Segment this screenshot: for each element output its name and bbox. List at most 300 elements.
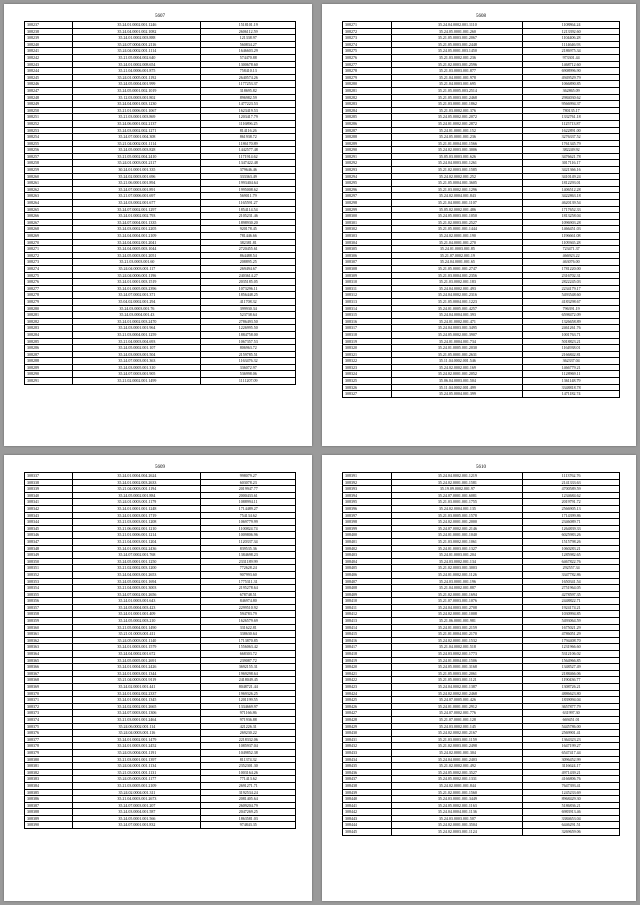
amount-cell: 1177253.37 <box>201 81 296 88</box>
table-row <box>343 153 620 160</box>
record-id-cell: 308432 <box>343 743 392 750</box>
record-id-cell: 308286 <box>343 120 392 127</box>
amount-cell: 4166806.76 <box>523 776 620 783</box>
record-id-cell: 308290 <box>343 147 392 154</box>
table-row <box>343 246 620 253</box>
account-code-cell: 35.24.03.0003.001.76 <box>73 305 201 312</box>
record-id-cell: 308435 <box>343 763 392 770</box>
table-row <box>25 657 296 664</box>
amount-cell: 723471.37 <box>523 246 620 253</box>
account-code-cell: 35.24.05.0003.001.1140 <box>73 637 201 644</box>
record-id-cell: 308365 <box>25 657 73 664</box>
account-code-cell: 35.24.04.0006.001.1196 <box>73 272 201 279</box>
table-row <box>25 173 296 180</box>
amount-cell: 2188466.06 <box>523 670 620 677</box>
account-code-cell: 35.24.05.0002.001.1331 <box>392 776 523 783</box>
account-code-cell: 35.24.01.0003.001.1719 <box>73 512 201 519</box>
account-code-cell: 35.21.04.0003.001.1204 <box>73 538 201 545</box>
account-code-cell: 35.21.07.0002.001.19 <box>392 252 523 259</box>
amount-cell: 1009806.96 <box>201 532 296 539</box>
account-code-cell: 35.24.07.0002.001.776 <box>392 710 523 717</box>
account-code-cell: 35.24.07.0002.001.1297 <box>73 206 201 213</box>
table-row <box>25 591 296 598</box>
record-id-cell: 308349 <box>25 552 73 559</box>
table-row <box>343 272 620 279</box>
account-code-cell: 35.24.01.0002.001.2872 <box>392 120 523 127</box>
amount-cell: 594783.79 <box>201 611 296 618</box>
account-code-cell: 35.21.03.0002.001.376 <box>392 107 523 114</box>
record-id-cell: 308261 <box>25 180 73 187</box>
table-row <box>25 756 296 763</box>
table-row <box>343 558 620 565</box>
amount-cell: 1384698.23 <box>201 552 296 559</box>
record-id-cell: 308416 <box>343 637 392 644</box>
table-row <box>343 364 620 371</box>
table-row <box>25 371 296 378</box>
record-id-cell: 308280 <box>25 305 73 312</box>
table-row <box>25 81 296 88</box>
table-row <box>343 265 620 272</box>
amount-cell: 2606112.59 <box>201 28 296 35</box>
table-row <box>343 716 620 723</box>
table-row <box>343 829 620 836</box>
amount-cell: 2141333.63 <box>523 479 620 486</box>
table-row <box>343 298 620 305</box>
record-id-cell: 308320 <box>343 345 392 352</box>
table-row <box>25 193 296 200</box>
amount-cell: 2234179.17 <box>523 285 620 292</box>
account-code-cell: 35.24.02.0001.001.190 <box>392 233 523 240</box>
amount-cell: 523738.64 <box>201 312 296 319</box>
account-code-cell: 35.24.03.0001.001.964 <box>73 325 201 332</box>
amount-cell: 1812293.01 <box>523 180 620 187</box>
record-id-cell: 308348 <box>25 545 73 552</box>
record-id-cell: 308396 <box>343 505 392 512</box>
record-id-cell: 308251 <box>25 114 73 121</box>
table-row <box>343 756 620 763</box>
table-row <box>25 512 296 519</box>
account-code-cell: 35.24.02.0004.001.843 <box>392 193 523 200</box>
account-code-cell: 35.21.02.0003.001.2527 <box>392 219 523 226</box>
account-code-cell: 35.21.01.0003.001.411 <box>73 631 201 638</box>
amount-cell: 1794408.70 <box>523 637 620 644</box>
amount-cell: 2316702.31 <box>523 272 620 279</box>
record-id-cell: 308289 <box>25 364 73 371</box>
record-id-cell: 308402 <box>343 545 392 552</box>
table-row <box>25 651 296 658</box>
table-row <box>25 259 296 266</box>
record-id-cell: 308374 <box>25 716 73 723</box>
amount-cell: 3692155.31 <box>201 664 296 671</box>
table-row <box>343 61 620 68</box>
table-row <box>25 571 296 578</box>
amount-cell: 631997.30 <box>523 710 620 717</box>
table-row <box>343 796 620 803</box>
table-row <box>25 505 296 512</box>
table-row <box>343 186 620 193</box>
account-code-cell: 35.21.03.0001.001.1131 <box>73 769 201 776</box>
table-row <box>25 35 296 42</box>
table-row <box>25 598 296 605</box>
table-row <box>25 815 296 822</box>
amount-cell: 1713870.85 <box>201 637 296 644</box>
amount-cell: 1163476.32 <box>201 358 296 365</box>
table-row <box>25 351 296 358</box>
amount-cell: 4971439.21 <box>523 769 620 776</box>
table-row <box>25 723 296 730</box>
account-code-cell: 35.24.04.0004.001.2109 <box>73 233 201 240</box>
record-id-cell: 308258 <box>25 160 73 167</box>
table-row <box>25 690 296 697</box>
account-code-cell: 35.21.04.0003.001.1194 <box>73 486 201 493</box>
table-row <box>25 763 296 770</box>
record-id-cell: 308284 <box>343 107 392 114</box>
record-id-cell: 308378 <box>25 743 73 750</box>
record-id-cell: 308265 <box>25 206 73 213</box>
table-row <box>343 565 620 572</box>
account-code-cell: 35.24.01.0003.001.85 <box>392 246 523 253</box>
record-id-cell: 308323 <box>343 364 392 371</box>
table-row <box>343 782 620 789</box>
table-row <box>25 331 296 338</box>
account-code-cell: 35.12.03.0003.001.802 <box>73 94 201 101</box>
record-id-cell: 308427 <box>343 710 392 717</box>
table-row <box>25 479 296 486</box>
account-code-cell: 35.24.07.0003.001.905 <box>73 371 201 378</box>
record-id-cell: 308281 <box>25 312 73 319</box>
record-id-cell: 308269 <box>25 233 73 240</box>
table-row <box>25 532 296 539</box>
amount-cell: 1622891.00 <box>523 127 620 134</box>
record-id-cell: 308358 <box>25 611 73 618</box>
table-row <box>343 690 620 697</box>
table-row <box>25 670 296 677</box>
account-code-cell: 35.24.02.0001.001.441 <box>73 684 201 691</box>
record-id-cell: 308242 <box>25 54 73 61</box>
amount-cell: 839535.36 <box>201 545 296 552</box>
account-code-cell: 35.24.01.0004.001.2426 <box>73 664 201 671</box>
table-row <box>25 789 296 796</box>
account-code-cell: 35.21.05.0004.001.1223 <box>392 298 523 305</box>
record-id-cell: 308286 <box>25 345 73 352</box>
amount-cell: 920178.45 <box>201 226 296 233</box>
account-code-cell: 35.24.01.0003.001.204 <box>392 552 523 559</box>
account-code-cell: 35.21.07.0006.001.697 <box>73 193 201 200</box>
amount-cell: 6025983.26 <box>523 532 620 539</box>
record-id-cell: 308249 <box>25 101 73 108</box>
record-id-cell: 308248 <box>25 94 73 101</box>
amount-cell: 1717652.33 <box>523 206 620 213</box>
record-id-cell: 308296 <box>343 186 392 193</box>
table-row <box>25 736 296 743</box>
amount-cell: 6983913.46 <box>523 809 620 816</box>
record-id-cell: 308401 <box>343 538 392 545</box>
amount-cell: 362337.04 <box>523 358 620 365</box>
table-row <box>25 22 296 29</box>
account-code-cell: 35.24.02.0001.001.2052 <box>392 371 523 378</box>
amount-cell: 1675021.29 <box>523 624 620 631</box>
record-id-cell: 308375 <box>25 723 73 730</box>
table-row <box>25 134 296 141</box>
record-id-cell: 308257 <box>25 153 73 160</box>
amount-cell: 1646603.29 <box>201 48 296 55</box>
table-row <box>343 213 620 220</box>
table-row <box>25 703 296 710</box>
record-id-cell: 308316 <box>343 318 392 325</box>
account-code-cell: 35.24.03.0004.001.1191 <box>73 749 201 756</box>
account-code-cell: 35.21.03.0002.001.1296 <box>392 186 523 193</box>
record-id-cell: 308278 <box>343 68 392 75</box>
record-id-cell: 308387 <box>25 802 73 809</box>
record-id-cell: 308301 <box>343 219 392 226</box>
table-row <box>343 519 620 526</box>
record-id-cell: 308287 <box>343 127 392 134</box>
amount-cell: 4183298.67 <box>523 298 620 305</box>
record-id-cell: 308268 <box>25 226 73 233</box>
amount-cell: 4949529.79 <box>523 74 620 81</box>
amount-cell: 758410.13 <box>201 68 296 75</box>
table-row <box>343 532 620 539</box>
record-id-cell: 308288 <box>25 358 73 365</box>
table-row <box>25 809 296 816</box>
record-id-cell: 308406 <box>343 571 392 578</box>
account-code-cell: 35.24.07.0001.001.832 <box>73 822 201 829</box>
amount-cell: 1714399.86 <box>523 512 620 519</box>
amount-cell: 1264839.33 <box>523 525 620 532</box>
account-code-cell: 35.24.02.0004.001.311 <box>73 789 201 796</box>
amount-cell: 1066890.85 <box>523 81 620 88</box>
document-page-2 <box>322 4 636 446</box>
record-id-cell: 308380 <box>25 756 73 763</box>
account-code-cell: 35.24.02.0002.001.169 <box>392 364 523 371</box>
amount-cell: 2569901.41 <box>523 730 620 737</box>
table-row <box>25 585 296 592</box>
table-row <box>343 358 620 365</box>
record-id-cell: 308279 <box>25 298 73 305</box>
account-code-cell: 35.24.01.0003.002.2436 <box>73 545 201 552</box>
table-row <box>25 219 296 226</box>
record-id-cell: 308361 <box>25 631 73 638</box>
amount-cell: 1995008.62 <box>201 186 296 193</box>
record-id-cell: 308318 <box>343 331 392 338</box>
record-id-cell: 308433 <box>343 749 392 756</box>
account-code-cell: 35.21.06.0001.001.894 <box>73 180 201 187</box>
account-code-cell: 35.24.05.0004.001.999 <box>73 81 201 88</box>
amount-cell: 1332761.18 <box>523 114 620 121</box>
record-id-cell: 308350 <box>25 558 73 565</box>
table-row <box>343 637 620 644</box>
record-id-cell: 308263 <box>25 193 73 200</box>
account-code-cell: 35.24.02.0003.001.3006 <box>392 147 523 154</box>
page-number: 5608 <box>476 14 486 19</box>
account-code-cell: 35.24.04.0001.002.1082 <box>73 28 201 35</box>
account-code-cell: 35.24.01.0002.001.471 <box>392 318 523 325</box>
table-row <box>25 486 296 493</box>
account-code-cell: 35.21.04.0003.001.9119 <box>73 677 201 684</box>
account-code-cell: 35.21.03.0001.001.1397 <box>73 756 201 763</box>
record-id-cell: 308306 <box>343 252 392 259</box>
record-id-cell: 308418 <box>343 651 392 658</box>
record-id-cell: 308407 <box>343 578 392 585</box>
record-id-cell: 308355 <box>25 591 73 598</box>
record-id-cell: 308441 <box>343 802 392 809</box>
amount-cell: 1245233.69 <box>523 789 620 796</box>
amount-cell: 1104406.28 <box>523 35 620 42</box>
table-row <box>25 565 296 572</box>
table-row <box>343 492 620 499</box>
account-code-cell: 35.24.01.0003.001.1179 <box>73 499 201 506</box>
amount-cell: 560834.27 <box>201 41 296 48</box>
record-id-cell: 308356 <box>25 598 73 605</box>
account-code-cell: 35.24.01.0004.004.2624 <box>73 473 201 480</box>
table-row <box>343 384 620 391</box>
amount-cell: 318695.82 <box>201 87 296 94</box>
record-id-cell: 308259 <box>25 167 73 174</box>
amount-cell: 1361148.79 <box>523 378 620 385</box>
amount-cell: 6467822.76 <box>523 558 620 565</box>
account-code-cell: 35.24.01.0002.001.1479 <box>73 736 201 743</box>
amount-cell: 1285982.65 <box>523 552 620 559</box>
amount-cell: 4620139.54 <box>523 200 620 207</box>
account-code-cell: 35.21.06.0001.001.981 <box>392 618 523 625</box>
table-row <box>25 74 296 81</box>
amount-cell: 1060283.21 <box>523 545 620 552</box>
account-code-cell: 35.21.04.0006.001.875 <box>73 68 201 75</box>
account-code-cell: 35.24.03.0003.001.507 <box>392 815 523 822</box>
table-row <box>343 618 620 625</box>
table-row <box>343 585 620 592</box>
record-id-cell: 308353 <box>25 578 73 585</box>
amount-cell: 678748.51 <box>201 591 296 598</box>
account-code-cell: 35.24.07.0004.001.1335 <box>73 219 201 226</box>
account-code-cell: 35.24.07.0002.001.768 <box>73 552 201 559</box>
amount-cell: 3422863.18 <box>523 193 620 200</box>
record-id-cell: 308280 <box>343 81 392 88</box>
table-row <box>343 193 620 200</box>
amount-cell: 5493064.59 <box>523 618 620 625</box>
table-row <box>343 127 620 134</box>
amount-cell: 1003164.26 <box>201 769 296 776</box>
account-code-cell: 35.24.04.0002.001.1110 <box>392 22 523 29</box>
amount-cell: 2403614.27 <box>201 272 296 279</box>
table-row <box>25 87 296 94</box>
record-id-cell: 308392 <box>343 479 392 486</box>
record-id-cell: 308403 <box>343 552 392 559</box>
account-code-cell: 35.24.01.0003.001.1344 <box>73 670 201 677</box>
amount-cell: 1326658.89 <box>523 318 620 325</box>
record-id-cell: 308271 <box>25 246 73 253</box>
amount-cell: 569011.79 <box>201 193 296 200</box>
table-row <box>25 272 296 279</box>
record-id-cell: 308298 <box>343 200 392 207</box>
record-id-cell: 308423 <box>343 684 392 691</box>
amount-cell: 208895.25 <box>201 259 296 266</box>
amount-cell: 1300678.60 <box>201 61 296 68</box>
record-id-cell: 308299 <box>343 206 392 213</box>
account-code-cell: 35.21.06.0002.001.1210 <box>73 525 201 532</box>
account-code-cell: 35.21.03.0001.001.1862 <box>392 101 523 108</box>
table-row <box>25 558 296 565</box>
table-row <box>25 611 296 618</box>
amount-cell: 1364323.23 <box>523 736 620 743</box>
record-id-cell: 308239 <box>25 35 73 42</box>
record-id-cell: 308440 <box>343 796 392 803</box>
record-id-cell: 308399 <box>343 525 392 532</box>
table-row <box>343 598 620 605</box>
table-row <box>25 325 296 332</box>
table-row <box>343 233 620 240</box>
amount-cell: 2159785.51 <box>201 351 296 358</box>
account-code-cell: 35.24.03.0002.001.2205 <box>73 226 201 233</box>
table-row <box>25 358 296 365</box>
table-row <box>343 473 620 480</box>
account-code-cell: 35.24.05.0002.001.3527 <box>392 769 523 776</box>
account-code-cell: 35.24.01.0003.001.643 <box>73 598 201 605</box>
account-code-cell: 35.21.02.0002.001.492 <box>392 763 523 770</box>
table-row <box>343 94 620 101</box>
record-id-cell: 308284 <box>25 331 73 338</box>
account-code-cell: 35.21.02.0003.001.2596 <box>392 61 523 68</box>
amount-cell: 536998.06 <box>201 371 296 378</box>
table-row <box>343 81 620 88</box>
record-id-cell: 308254 <box>25 134 73 141</box>
amount-cell: 1898930.20 <box>201 219 296 226</box>
record-id-cell: 308303 <box>343 233 392 240</box>
amount-cell: 603078.23 <box>201 479 296 486</box>
record-id-cell: 308339 <box>25 486 73 493</box>
account-code-cell: 35.21.02.0003.001.3003 <box>392 565 523 572</box>
amount-cell: 998079.27 <box>201 473 296 480</box>
amount-cell: 8048721.44 <box>201 684 296 691</box>
table-row <box>25 618 296 625</box>
amount-cell: 1468712.60 <box>523 61 620 68</box>
amount-cell: 2418049.45 <box>201 677 296 684</box>
table-row <box>25 140 296 147</box>
amount-cell: 1334669.97 <box>201 703 296 710</box>
account-code-cell: 35.24.07.0002.001.371 <box>73 292 201 299</box>
account-code-cell: 35.21.05.0003.001.2448 <box>392 41 523 48</box>
table-row <box>343 48 620 55</box>
amount-cell: 772628.24 <box>201 565 296 572</box>
table-row <box>25 644 296 651</box>
table-row <box>343 538 620 545</box>
amount-cell: 5312106.02 <box>523 651 620 658</box>
amount-cell: 669451.01 <box>523 716 620 723</box>
record-id-cell: 308445 <box>343 829 392 836</box>
amount-cell: 7647393.41 <box>523 782 620 789</box>
table-row <box>343 180 620 187</box>
account-code-cell: 35.24.03.0002.001.145 <box>392 723 523 730</box>
table-row <box>25 226 296 233</box>
account-code-cell: 35.21.01.0004.001.2170 <box>392 631 523 638</box>
table-row <box>25 604 296 611</box>
account-code-cell: 35.24.04.0002.001.493 <box>392 285 523 292</box>
record-id-cell: 308357 <box>25 604 73 611</box>
table-row <box>343 749 620 756</box>
data-table <box>342 472 620 836</box>
record-id-cell: 308382 <box>25 769 73 776</box>
amount-cell: 2352301.30 <box>201 763 296 770</box>
record-id-cell: 308326 <box>343 384 392 391</box>
table-row <box>343 730 620 737</box>
record-id-cell: 308272 <box>343 28 392 35</box>
account-code-cell: 35.24.04.0002.001.1114 <box>73 48 201 55</box>
record-id-cell: 308314 <box>343 305 392 312</box>
record-id-cell: 308247 <box>25 87 73 94</box>
record-id-cell: 308275 <box>343 48 392 55</box>
account-code-cell: 35.21.05.0004.002.640 <box>73 54 201 61</box>
table-row <box>343 371 620 378</box>
